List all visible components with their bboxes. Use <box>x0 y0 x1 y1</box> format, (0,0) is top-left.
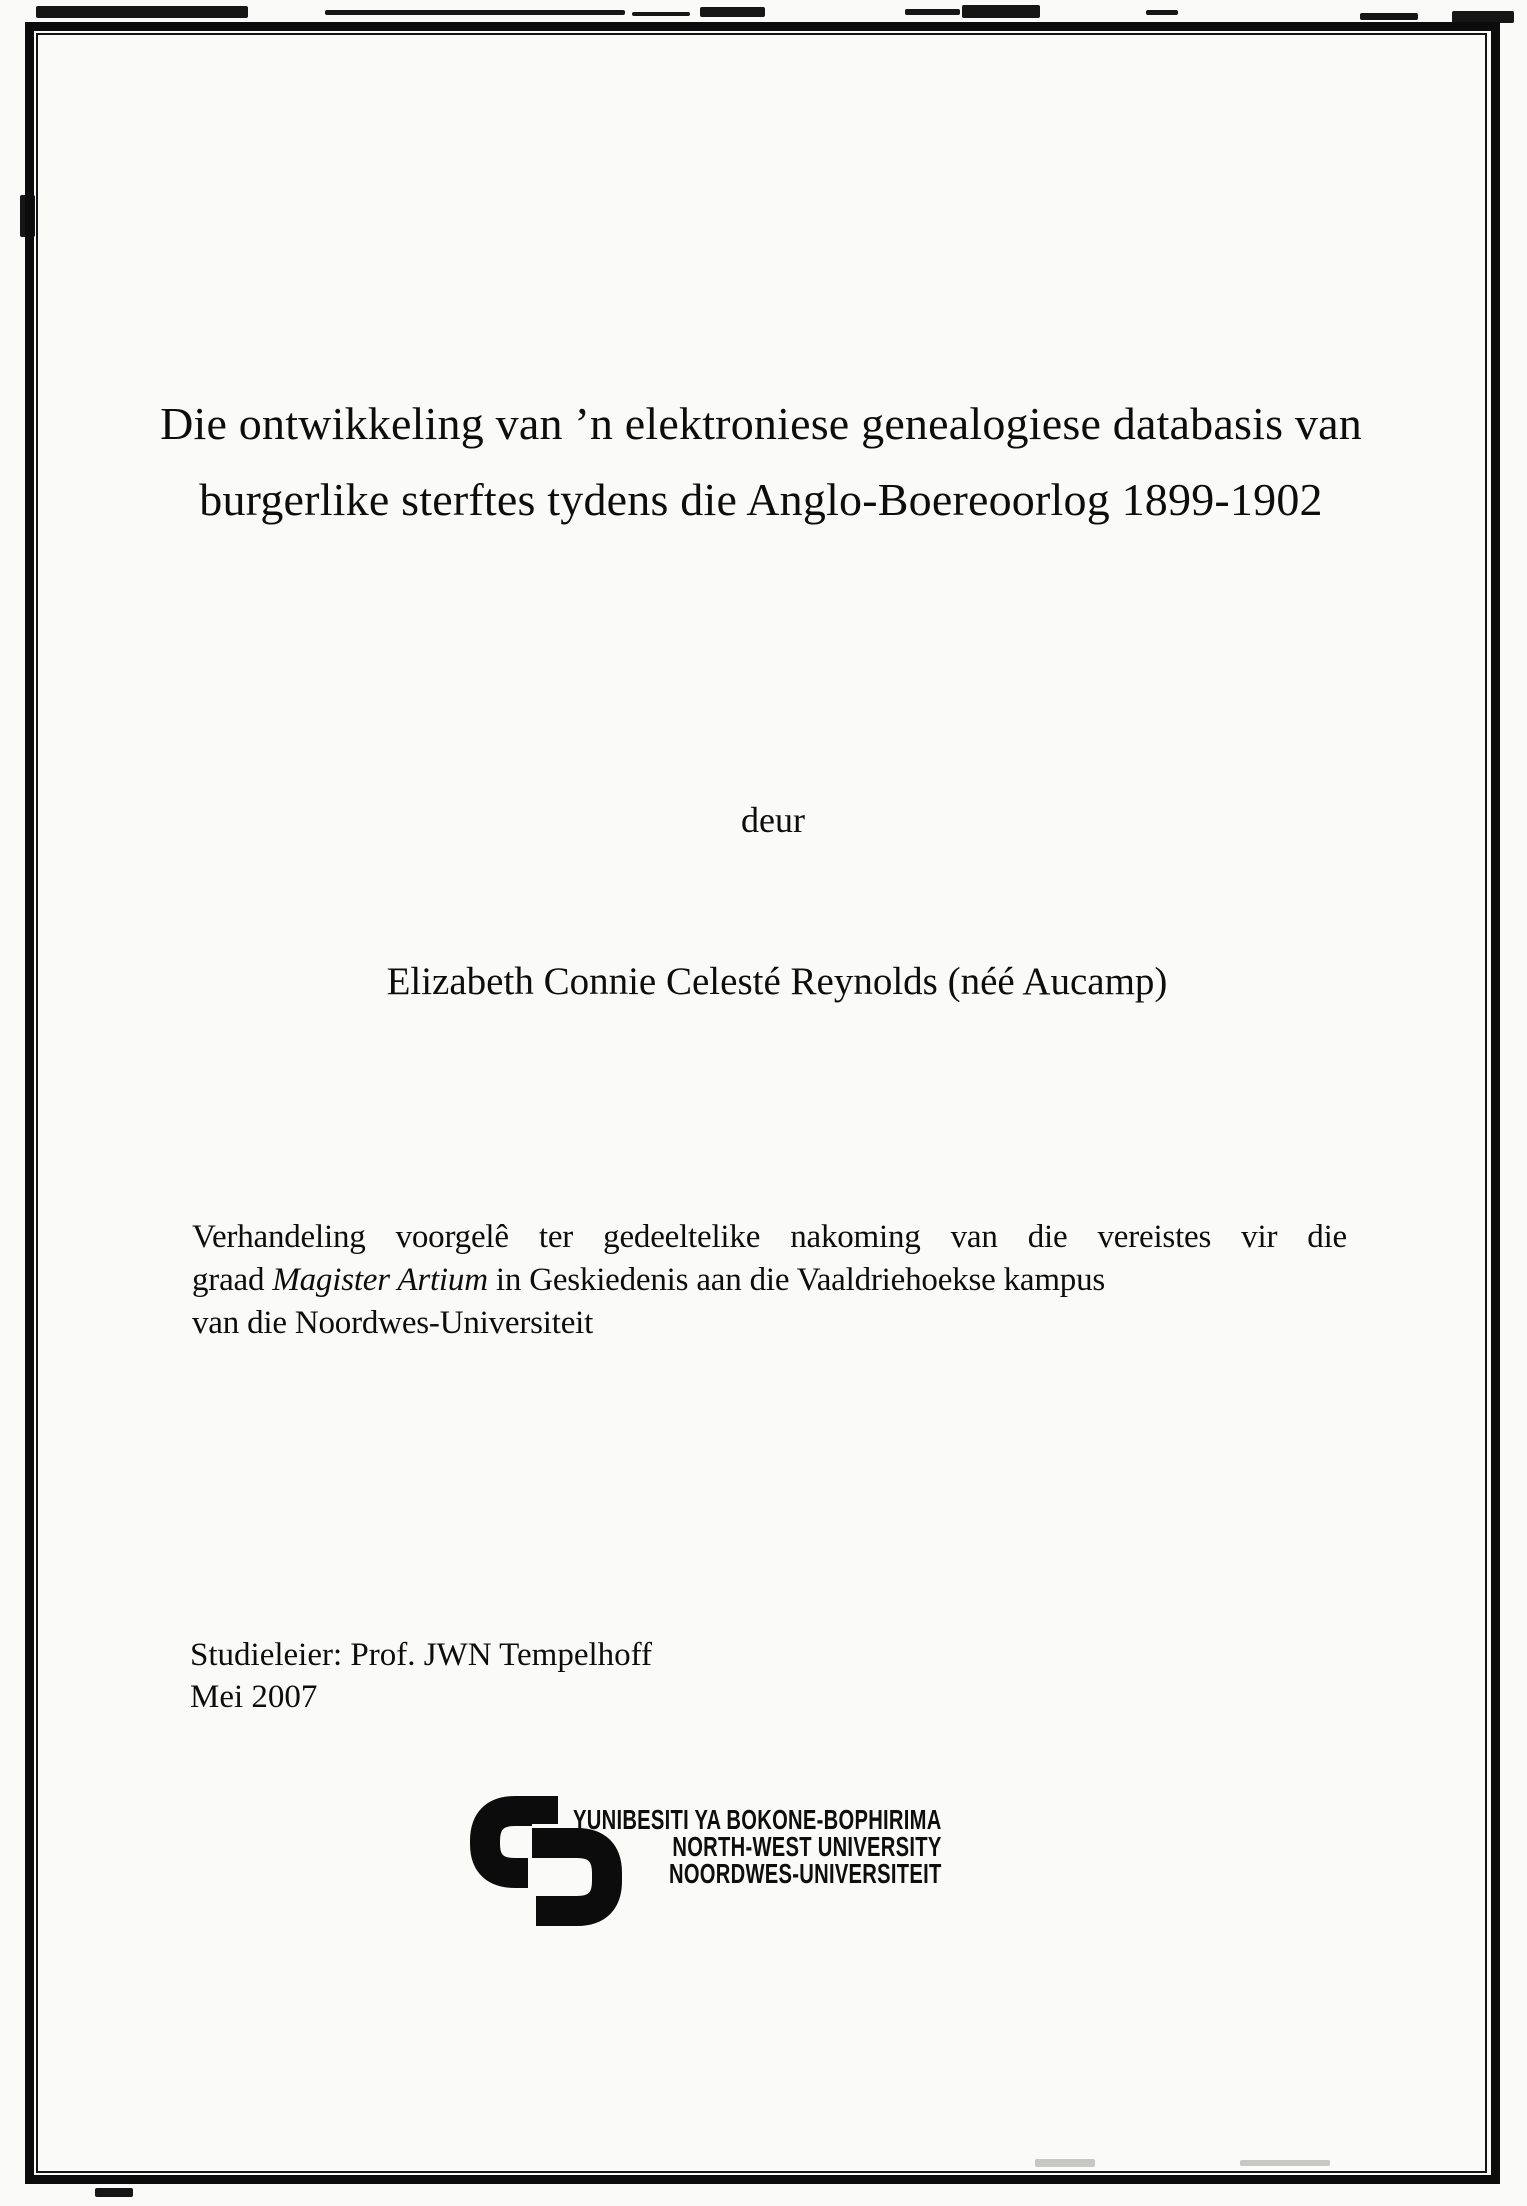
declaration-line2-prefix: graad <box>192 1262 273 1298</box>
scan-artifact <box>962 5 1040 18</box>
thesis-title <box>95 386 1427 538</box>
scan-artifact <box>700 7 765 17</box>
nwu-logo-line1: YUNIBESITI YA BOKONE-BOPHIRIMA <box>573 1804 942 1835</box>
degree-name: Magister Artium <box>272 1262 488 1298</box>
scan-artifact <box>1146 10 1178 15</box>
author-name: Elizabeth Connie Celesté Reynolds (néé Aucamp) <box>386 960 1168 1003</box>
supervisor-block <box>190 1634 652 1718</box>
scan-artifact <box>905 9 960 15</box>
byline: deur <box>741 800 805 840</box>
supervisor-line: Studieleier: Prof. JWN Tempelhoff <box>190 1637 653 1673</box>
scan-artifact <box>632 12 690 16</box>
nwu-logo-line2: NORTH-WEST UNIVERSITY <box>672 1831 942 1862</box>
declaration-line3: van die Noordwes-Universiteit <box>192 1305 594 1341</box>
declaration-paragraph <box>192 1216 1347 1345</box>
scan-artifact <box>325 10 625 15</box>
declaration-line2 <box>192 1259 1347 1302</box>
declaration-line2-suffix: in Geskiedenis aan die Vaaldriehoekse kampus <box>487 1262 1106 1298</box>
thesis-title-line2: burgerlike sterftes tydens die Anglo-Boereoorlog 1899-1902 <box>199 474 1323 525</box>
scan-artifact <box>1360 13 1418 20</box>
date-line: Mei 2007 <box>190 1679 318 1715</box>
scan-artifact <box>95 2188 133 2197</box>
nwu-logo-line3: NOORDWES-UNIVERSITEIT <box>668 1858 942 1889</box>
nwu-logo-text <box>560 1806 942 1887</box>
thesis-title-line1: Die ontwikkeling van ’n elektroniese genealogiese databasis van <box>160 398 1362 449</box>
declaration-line1: Verhandeling voorgelê ter gedeeltelike nakoming van die vereistes vir die <box>192 1219 1347 1255</box>
scan-artifact <box>36 6 248 18</box>
